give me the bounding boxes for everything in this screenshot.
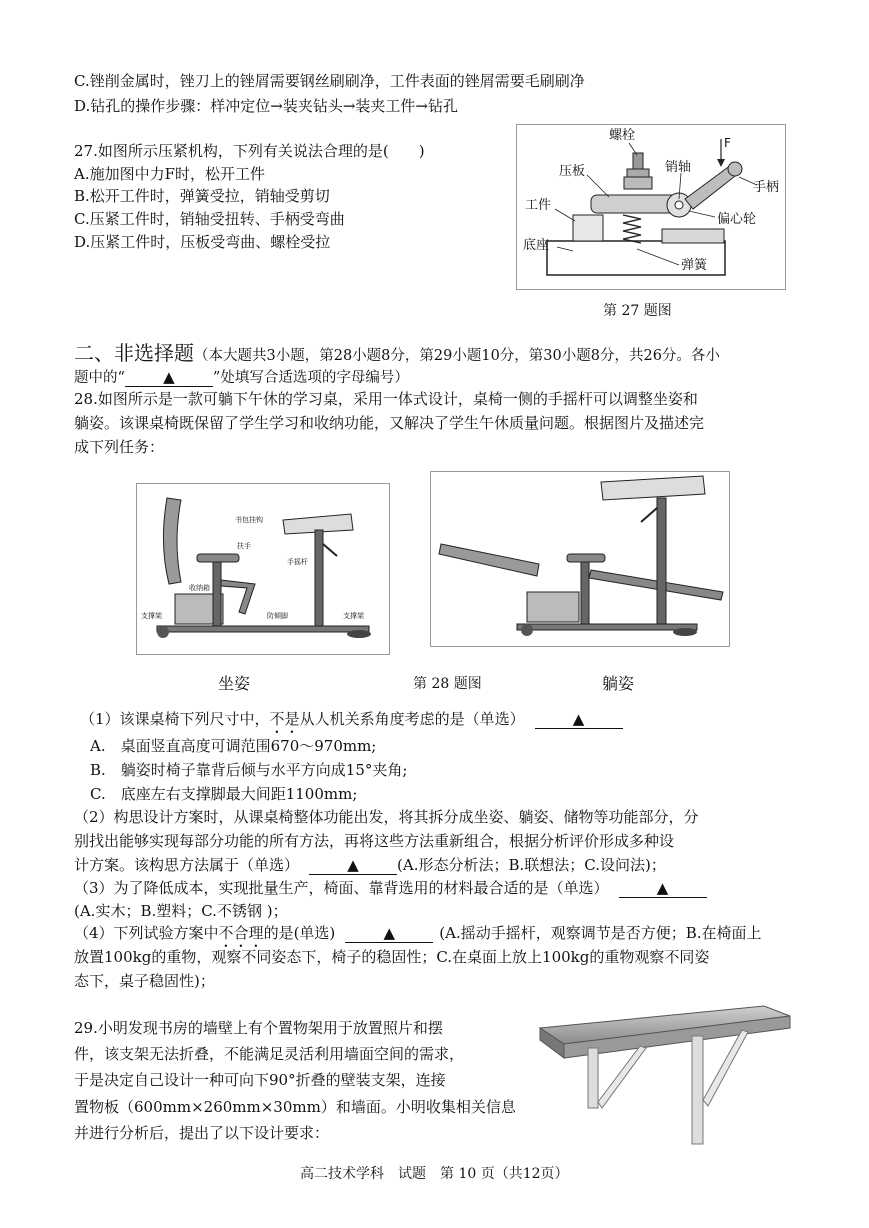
answer-blank-example: ▲: [125, 368, 213, 387]
q27-label-spring: 弹簧: [681, 258, 708, 273]
q27-option-b: B.松开工件时，弹簧受拉，销轴受剪切: [74, 187, 330, 205]
q29-line-1: 29.小明发现书房的墙壁上有个置物架用于放置照片和摆: [74, 1019, 443, 1037]
section2-note-b2: ”处填写合适选项的字母编号）: [212, 370, 409, 386]
q28-s1-stem: [80, 708, 623, 737]
q27-label-workpiece: 工件: [525, 198, 552, 213]
q28-label-crank: 手摇杆: [287, 558, 308, 566]
q28-intro-2: 躺姿。该课桌椅既保留了学生学习和收纳功能，又解决了学生午休质量问题。根据图片及描述完: [74, 414, 705, 432]
q29-line-2: 件，该支架无法折叠，不能满足灵活利用墙面空间的需求，: [74, 1045, 465, 1063]
q27-label-force: F: [724, 136, 731, 150]
q28-label-support-right: 支撑架: [343, 612, 364, 620]
q28-s3-answer-blank: ▲: [619, 879, 707, 898]
q28-s4-line-b: 放置100kg的重物，观察不同姿态下，椅子的稳固性；C.在桌面上放上100kg的重物观察不同姿: [74, 948, 710, 966]
q28-figure-lie: [430, 471, 730, 647]
q29-shelf-figure: [528, 1004, 796, 1146]
q28-s4-a2: 的是(单选): [263, 924, 336, 942]
q28-s2-c1: 计方案。该构思方法属于（单选）: [74, 856, 300, 874]
q28-s4-emph: 不合理: [218, 924, 264, 942]
q28-label-bag-hook: 书包挂钩: [235, 516, 263, 524]
page-footer: 高二技术学科 试题 第 10 页（共12页）: [300, 1166, 569, 1182]
q28-s2-answer-blank: ▲: [309, 856, 397, 875]
q28-intro-1: 28.如图所示是一款可躺下午休的学习桌，采用一体式设计，桌椅一侧的手摇杆可以调整坐姿和: [74, 390, 698, 408]
q28-s4-line-c: 态下，桌子稳固性)；: [74, 972, 215, 990]
q28-label-support-left: 支撑架: [141, 612, 162, 620]
section2-note-b1: 题中的“: [74, 370, 125, 386]
section2-note-a: （本大题共3小题，第28小题8分，第29小题10分，第30小题8分，共26分。各小: [194, 348, 720, 364]
q28-s1-option-a: A. 桌面竖直高度可调范围670～970mm;: [90, 737, 377, 755]
q27-caption: 第 27 题图: [603, 303, 672, 319]
q28-s1-answer-blank: ▲: [535, 710, 623, 729]
q28-s1-emph: 不是: [269, 710, 300, 728]
q29-line-4: 置物板（600mm×260mm×30mm）和墙面。小明收集相关信息: [74, 1098, 516, 1116]
q26-option-c: C.锉削金属时，锉刀上的锉屑需要钢丝刷刷净，工件表面的锉屑需要毛刷刷净: [74, 72, 585, 90]
q28-caption-sit: 坐姿: [218, 674, 251, 693]
q28-s3-line-a: [74, 877, 707, 899]
q27-option-d: D.压紧工件时，压板受弯曲、螺栓受拉: [74, 233, 331, 251]
q28-s4-a3: (A.摇动手摇杆，观察调节是否方便；B.在椅面上: [439, 924, 762, 942]
q28-s1-option-c: C. 底座左右支撑脚最大间距1100mm;: [90, 785, 358, 803]
q28-label-armrest: 扶手: [237, 542, 251, 550]
q28-s2-line-b: 别找出能够实现每部分功能的所有方法，再将这些方法重新组合，根据分析评价形成多种设: [74, 832, 675, 850]
q28-s2-line-c: [74, 854, 666, 876]
q26-option-d: D.钻孔的操作步骤：样冲定位→装夹钻头→装夹工件→钻孔: [74, 97, 458, 115]
q27-label-base: 底座: [523, 238, 550, 253]
section2-note-line: [74, 366, 409, 389]
q27-label-plate: 压板: [559, 164, 586, 179]
q28-s1-option-b: B. 躺姿时椅子靠背后倾与水平方向成15°夹角;: [90, 761, 408, 779]
q27-figure: [516, 124, 786, 290]
q28-s3-a1: （3）为了降低成本，实现批量生产，椅面、靠背选用的材料最合适的是（单选）: [74, 879, 609, 897]
q29-line-3: 于是决定自己设计一种可向下90°折叠的壁装支架，连接: [74, 1071, 446, 1089]
q27-option-a: A.施加图中力F时，松开工件: [74, 165, 266, 183]
q27-label-handle: 手柄: [753, 180, 780, 195]
q28-s3-line-b: (A.实木；B.塑料；C.不锈钢 )；: [74, 902, 288, 920]
q28-s2-c2: (A.形态分析法；B.联想法；C.设问法)；: [397, 856, 666, 874]
q28-intro-3: 成下列任务：: [74, 438, 165, 456]
q28-caption-figure: 第 28 题图: [413, 676, 482, 692]
q28-s1-pre: （1）该课桌椅下列尺寸中，: [80, 710, 270, 728]
q28-s2-line-a: （2）构思设计方案时，从课桌椅整体功能出发，将其拆分成坐姿、躺姿、储物等功能部分，分: [74, 808, 699, 826]
q27-label-cam: 偏心轮: [717, 212, 757, 227]
q27-label-pin: 销轴: [665, 160, 692, 175]
q28-label-anti-tip: 防倾脚: [267, 612, 288, 620]
q28-s4-answer-blank: ▲: [345, 924, 433, 943]
q27-option-c: C.压紧工件时，销轴受扭转、手柄受弯曲: [74, 210, 345, 228]
section2-heading-line: [74, 340, 720, 369]
q28-s1-post: 从人机关系角度考虑的是（单选）: [299, 710, 525, 728]
section2-title: 二、非选择题: [74, 341, 194, 365]
q28-caption-lie: 躺姿: [602, 674, 635, 693]
q28-figure-sit: [136, 483, 390, 655]
q28-label-storage: 收纳箱: [189, 584, 210, 592]
q29-line-5: 并进行分析后，提出了以下设计要求：: [74, 1124, 330, 1142]
q28-s4-a1: （4）下列试验方案中: [74, 924, 219, 942]
q27-stem: 27.如图所示压紧机构，下列有关说法合理的是( ): [74, 142, 425, 160]
q27-label-bolt: 螺栓: [609, 128, 636, 143]
